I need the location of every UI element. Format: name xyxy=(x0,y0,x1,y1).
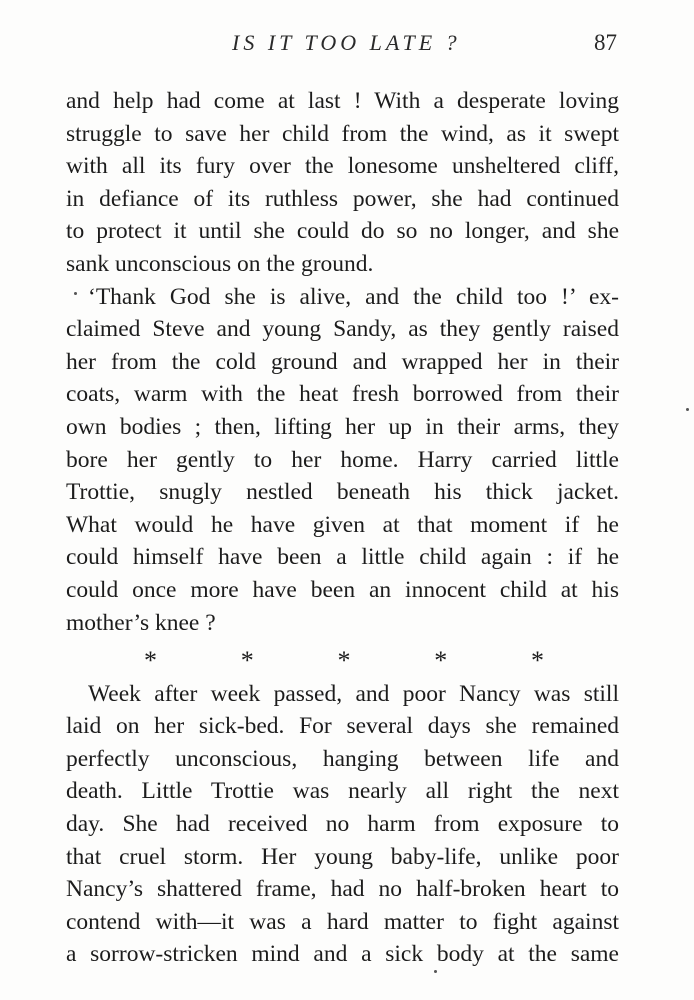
text-line: own bodies ; then, lifting her up in their arms, they xyxy=(66,413,619,440)
text-line: bore her gently to her home. Harry carried little xyxy=(66,446,619,473)
text-line: Week after week passed, and poor Nancy was still xyxy=(88,680,619,707)
running-head xyxy=(0,30,694,60)
text-line: coats, warm with the heat fresh borrowed from their xyxy=(66,381,619,408)
text-line: What would he have given at that moment if he xyxy=(66,511,619,538)
text-line: claimed Steve and young Sandy, as they gently raised xyxy=(66,316,619,343)
text-line: a sorrow-stricken mind and a sick body at the same xyxy=(66,941,619,968)
page-number: 87 xyxy=(594,30,617,55)
paper-speck xyxy=(686,408,689,411)
text-line: ‘Thank God she is alive, and the child too !’ ex- xyxy=(88,283,619,310)
asterisk: * xyxy=(240,646,254,676)
asterisk: * xyxy=(144,646,157,676)
text-line: could himself have been a little child again : if he xyxy=(66,544,619,571)
text-line: that cruel storm. Her young baby-life, unlike poor xyxy=(66,843,619,870)
text-line: with all its fury over the lonesome unsheltered cliff, xyxy=(66,153,619,180)
paragraph xyxy=(66,281,619,640)
text-line: mother’s knee ? xyxy=(66,609,216,636)
text-line: in defiance of its ruthless power, she had continued xyxy=(66,185,619,212)
paper-speck xyxy=(434,970,437,973)
paragraph xyxy=(66,85,619,281)
text-line: contend with—it was a hard matter to fight against xyxy=(66,908,619,935)
text-line: laid on her sick-bed. For several days she remained xyxy=(66,713,619,740)
running-title: IS IT TOO LATE ? xyxy=(232,30,461,55)
asterisk: * xyxy=(434,646,448,676)
asterisk: * xyxy=(337,646,351,676)
paper-speck xyxy=(74,292,77,295)
text-line: sank unconscious on the ground. xyxy=(66,250,374,277)
text-line: and help had come at last ! With a desperate loving xyxy=(66,88,619,114)
text-line: perfectly unconscious, hanging between life and xyxy=(66,745,619,772)
body-text xyxy=(66,85,619,971)
text-line: Trottie, snugly nestled beneath his thick jacket. xyxy=(66,479,619,506)
text-line: Nancy’s shattered frame, had no half-broken heart to xyxy=(66,876,619,903)
asterisk: * xyxy=(531,646,544,676)
text-line: her from the cold ground and wrapped her in their xyxy=(66,348,619,375)
text-line: to protect it until she could do so no longer, and she xyxy=(66,218,619,245)
section-separator xyxy=(144,641,544,674)
text-line: could once more have been an innocent child at his xyxy=(66,576,619,603)
text-line: death. Little Trottie was nearly all right the next xyxy=(66,778,619,805)
paragraph xyxy=(66,678,619,971)
text-line: day. She had received no harm from exposure to xyxy=(66,811,619,838)
text-line: struggle to save her child from the wind, as it swept xyxy=(66,120,619,147)
